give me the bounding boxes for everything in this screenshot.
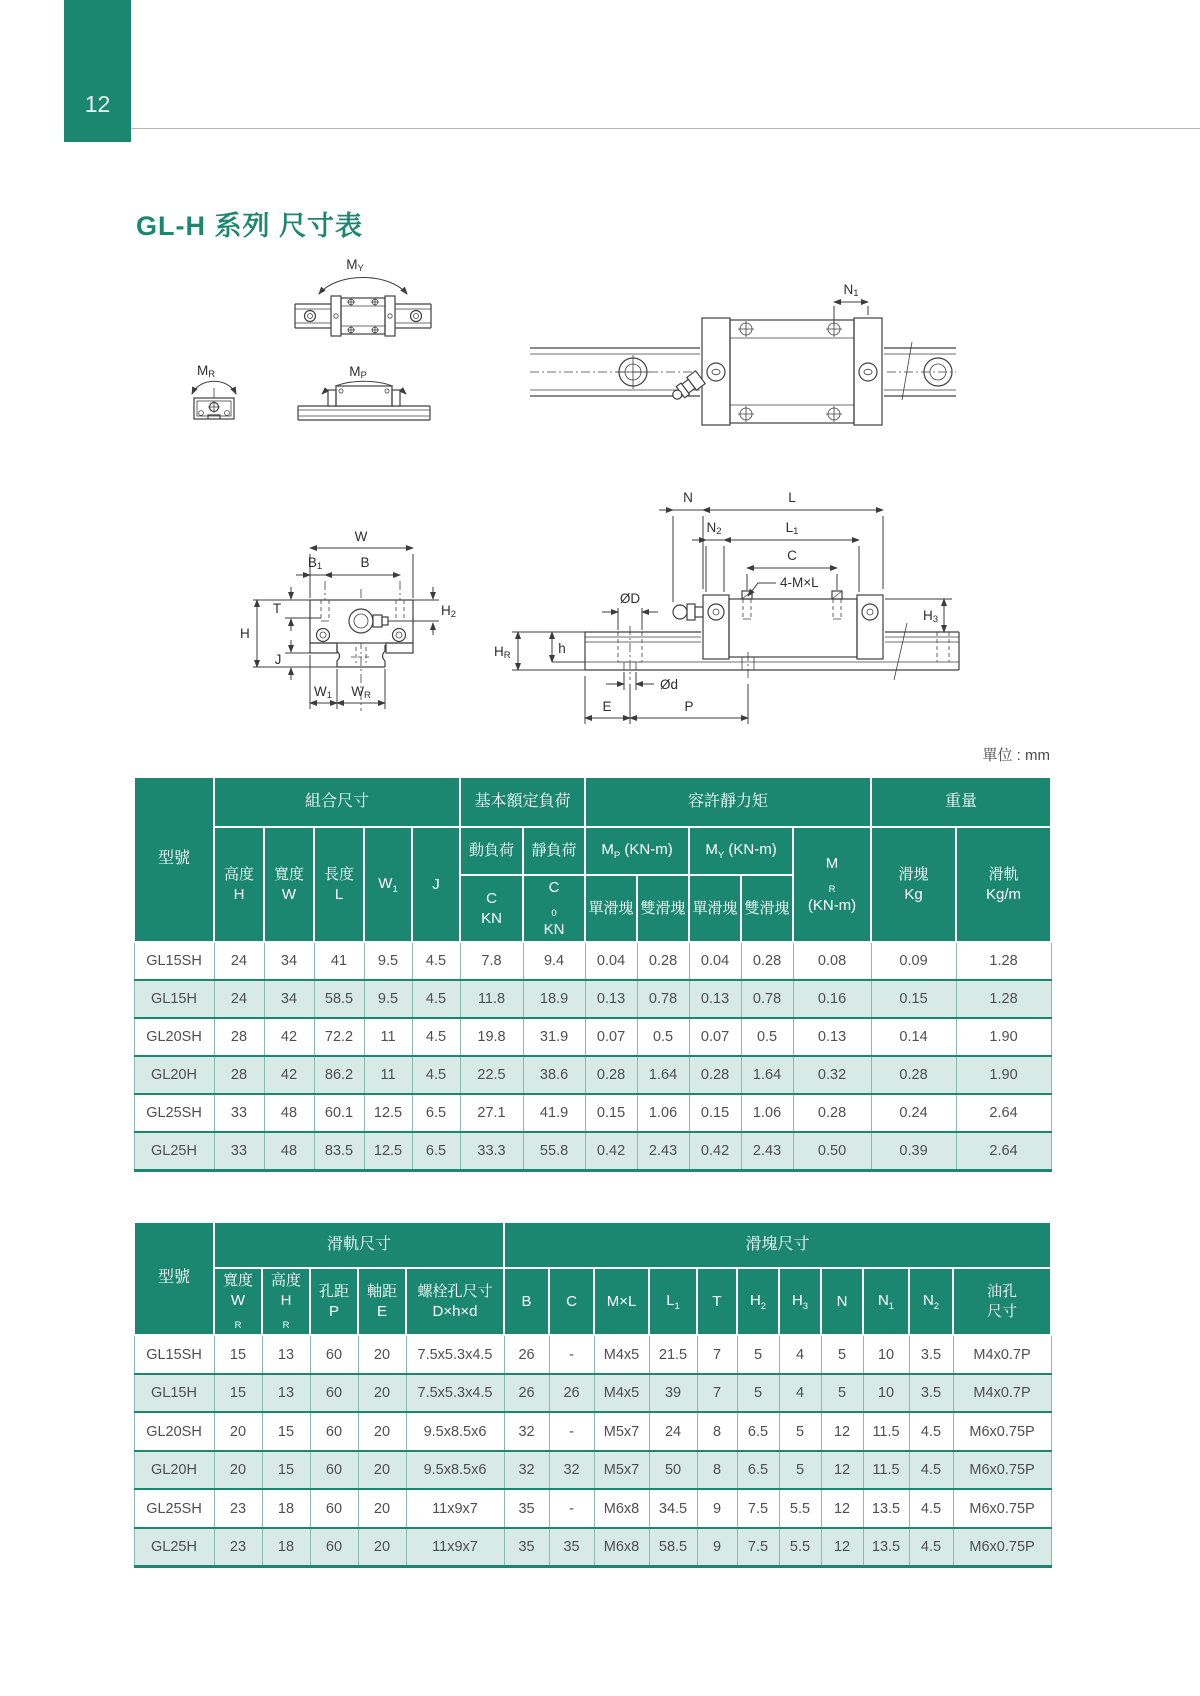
value-cell: 5 bbox=[821, 1335, 863, 1374]
value-cell: 9.4 bbox=[523, 942, 585, 980]
value-cell: 20 bbox=[358, 1412, 406, 1451]
group-header-assembly: 組合尺寸 bbox=[214, 777, 460, 827]
value-cell: M6x0.75P bbox=[953, 1489, 1051, 1528]
value-cell: 4.5 bbox=[412, 1018, 460, 1056]
model-cell: GL15SH bbox=[134, 942, 214, 980]
value-cell: 20 bbox=[214, 1412, 262, 1451]
value-cell: 58.5 bbox=[314, 980, 364, 1018]
value-cell: 0.50 bbox=[793, 1132, 871, 1171]
value-cell: 33.3 bbox=[460, 1132, 523, 1171]
model-cell: GL20H bbox=[134, 1056, 214, 1094]
table-row bbox=[134, 1451, 1051, 1490]
value-cell: 1.64 bbox=[741, 1056, 793, 1094]
value-cell: 0.07 bbox=[689, 1018, 741, 1056]
col-header-end-distance: 軸距 E bbox=[358, 1268, 406, 1335]
group-header-block-dims: 滑塊尺寸 bbox=[504, 1222, 1051, 1268]
value-cell: 5 bbox=[779, 1451, 821, 1490]
value-cell: 12.5 bbox=[364, 1094, 412, 1132]
value-cell: 58.5 bbox=[649, 1528, 697, 1567]
value-cell: 13.5 bbox=[863, 1528, 909, 1567]
rail-block-dimension-table bbox=[133, 1221, 1052, 1568]
model-cell: GL25H bbox=[134, 1132, 214, 1171]
value-cell: 0.13 bbox=[793, 1018, 871, 1056]
value-cell: 0.13 bbox=[585, 980, 637, 1018]
value-cell: - bbox=[549, 1335, 594, 1374]
value-cell: M6x8 bbox=[594, 1528, 649, 1567]
value-cell: 72.2 bbox=[314, 1018, 364, 1056]
group-header-weight: 重量 bbox=[871, 777, 1051, 827]
value-cell: 23 bbox=[214, 1528, 262, 1567]
value-cell: 12.5 bbox=[364, 1132, 412, 1171]
value-cell: 0.78 bbox=[741, 980, 793, 1018]
value-cell: 3.5 bbox=[909, 1335, 953, 1374]
value-cell: 34.5 bbox=[649, 1489, 697, 1528]
value-cell: 32 bbox=[504, 1412, 549, 1451]
value-cell: 9.5x8.5x6 bbox=[406, 1451, 504, 1490]
value-cell: 2.64 bbox=[956, 1094, 1051, 1132]
col-header-n1: $N_1$ bbox=[863, 1268, 909, 1335]
value-cell: 42 bbox=[264, 1018, 314, 1056]
col-header-single-block: 單滑塊 bbox=[585, 875, 637, 942]
col-header-bolt-hole: 螺栓孔尺寸 D×h×d bbox=[406, 1268, 504, 1335]
value-cell: M4x5 bbox=[594, 1374, 649, 1413]
grease-nipple bbox=[673, 604, 703, 620]
value-cell: 12 bbox=[821, 1451, 863, 1490]
value-cell: 48 bbox=[264, 1132, 314, 1171]
page-title: GL-H 系列 尺寸表 bbox=[136, 211, 363, 241]
value-cell: 31.9 bbox=[523, 1018, 585, 1056]
col-header-c: C KN bbox=[460, 875, 523, 942]
col-header-static-load: 靜負荷 bbox=[523, 827, 585, 875]
value-cell: 0.14 bbox=[871, 1018, 956, 1056]
value-cell: 39 bbox=[649, 1374, 697, 1413]
value-cell: 0.39 bbox=[871, 1132, 956, 1171]
value-cell: 5.5 bbox=[779, 1528, 821, 1567]
value-cell: 4.5 bbox=[909, 1412, 953, 1451]
value-cell: 13 bbox=[262, 1374, 310, 1413]
value-cell: 7.8 bbox=[460, 942, 523, 980]
col-header-my: $M_Y$ (KN-m) bbox=[689, 827, 793, 875]
value-cell: 32 bbox=[549, 1451, 594, 1490]
value-cell: 10 bbox=[863, 1335, 909, 1374]
value-cell: 1.90 bbox=[956, 1056, 1051, 1094]
value-cell: 11x9x7 bbox=[406, 1489, 504, 1528]
dim-label-bolt: 4-M×L bbox=[780, 575, 819, 590]
value-cell: 6.5 bbox=[412, 1132, 460, 1171]
value-cell: 13 bbox=[262, 1335, 310, 1374]
value-cell: 0.28 bbox=[585, 1056, 637, 1094]
dim-label-t: T bbox=[272, 601, 282, 616]
value-cell: 0.28 bbox=[637, 942, 689, 980]
value-cell: 2.43 bbox=[741, 1132, 793, 1171]
group-header-load: 基本額定負荷 bbox=[460, 777, 585, 827]
dim-label-w1: W1 bbox=[313, 684, 333, 701]
value-cell: 0.42 bbox=[689, 1132, 741, 1171]
value-cell: 0.24 bbox=[871, 1094, 956, 1132]
model-cell: GL15H bbox=[134, 980, 214, 1018]
dim-label-mp: MP bbox=[349, 364, 367, 381]
dim-label-h-small: h bbox=[558, 641, 566, 656]
col-header-mr: M $_R$ (KN-m) bbox=[793, 827, 871, 942]
value-cell: 12 bbox=[821, 1412, 863, 1451]
value-cell: 5 bbox=[737, 1335, 779, 1374]
value-cell: - bbox=[549, 1489, 594, 1528]
value-cell: 34 bbox=[264, 980, 314, 1018]
value-cell: 60.1 bbox=[314, 1094, 364, 1132]
value-cell: M5x7 bbox=[594, 1412, 649, 1451]
value-cell: 11.5 bbox=[863, 1412, 909, 1451]
value-cell: 12 bbox=[821, 1489, 863, 1528]
dim-label-w: W bbox=[354, 529, 368, 544]
value-cell: 4.5 bbox=[412, 942, 460, 980]
value-cell: 19.8 bbox=[460, 1018, 523, 1056]
value-cell: 0.32 bbox=[793, 1056, 871, 1094]
dim-label-hr: HR bbox=[494, 644, 511, 661]
value-cell: 24 bbox=[214, 942, 264, 980]
model-cell: GL15SH bbox=[134, 1335, 214, 1374]
col-header-n: N bbox=[821, 1268, 863, 1335]
value-cell: 18.9 bbox=[523, 980, 585, 1018]
col-header-mxl: M×L bbox=[594, 1268, 649, 1335]
value-cell: 42 bbox=[264, 1056, 314, 1094]
value-cell: 28 bbox=[214, 1056, 264, 1094]
value-cell: 26 bbox=[504, 1374, 549, 1413]
value-cell: 7.5x5.3x4.5 bbox=[406, 1374, 504, 1413]
value-cell: 0.42 bbox=[585, 1132, 637, 1171]
group-header-moment: 容許靜力矩 bbox=[585, 777, 871, 827]
table-row bbox=[134, 1335, 1051, 1374]
diagram-moment-mp bbox=[294, 364, 434, 422]
value-cell: 1.06 bbox=[741, 1094, 793, 1132]
value-cell: 4 bbox=[779, 1374, 821, 1413]
dim-label-p: P bbox=[684, 699, 694, 714]
value-cell: 10 bbox=[863, 1374, 909, 1413]
value-cell: 0.13 bbox=[689, 980, 741, 1018]
value-cell: 48 bbox=[264, 1094, 314, 1132]
value-cell: 0.28 bbox=[689, 1056, 741, 1094]
value-cell: 24 bbox=[214, 980, 264, 1018]
value-cell: 15 bbox=[262, 1412, 310, 1451]
model-cell: GL15H bbox=[134, 1374, 214, 1413]
value-cell: 33 bbox=[214, 1132, 264, 1171]
table2-body bbox=[134, 1335, 1051, 1567]
model-cell: GL20SH bbox=[134, 1412, 214, 1451]
col-header-single-block: 單滑塊 bbox=[689, 875, 741, 942]
value-cell: 5 bbox=[779, 1412, 821, 1451]
value-cell: 1.28 bbox=[956, 942, 1051, 980]
value-cell: 5 bbox=[821, 1374, 863, 1413]
col-header-mp: $M_P$ (KN-m) bbox=[585, 827, 689, 875]
col-header-l1: $L_1$ bbox=[649, 1268, 697, 1335]
value-cell: 4.5 bbox=[909, 1528, 953, 1567]
table-row bbox=[134, 1374, 1051, 1413]
value-cell: 0.07 bbox=[585, 1018, 637, 1056]
dim-label-od-small: Ød bbox=[660, 677, 679, 692]
value-cell: M4x0.7P bbox=[953, 1335, 1051, 1374]
value-cell: 34 bbox=[264, 942, 314, 980]
value-cell: 41 bbox=[314, 942, 364, 980]
value-cell: 7.5 bbox=[737, 1489, 779, 1528]
table2-wrap bbox=[133, 1221, 1052, 1568]
value-cell: 28 bbox=[214, 1018, 264, 1056]
value-cell: 15 bbox=[262, 1451, 310, 1490]
value-cell: 11 bbox=[364, 1056, 412, 1094]
value-cell: 0.28 bbox=[871, 1056, 956, 1094]
value-cell: 35 bbox=[504, 1528, 549, 1567]
value-cell: 15 bbox=[214, 1335, 262, 1374]
value-cell: 2.43 bbox=[637, 1132, 689, 1171]
col-header-length: 長度 L bbox=[314, 827, 364, 942]
value-cell: 0.28 bbox=[741, 942, 793, 980]
value-cell: 5.5 bbox=[779, 1489, 821, 1528]
value-cell: 4 bbox=[779, 1335, 821, 1374]
dim-label-h2: H2 bbox=[441, 603, 457, 620]
value-cell: 3.5 bbox=[909, 1374, 953, 1413]
value-cell: 35 bbox=[504, 1489, 549, 1528]
header-rule bbox=[131, 128, 1200, 129]
col-header-double-block: 雙滑塊 bbox=[741, 875, 793, 942]
value-cell: 20 bbox=[358, 1374, 406, 1413]
value-cell: 26 bbox=[549, 1374, 594, 1413]
value-cell: 60 bbox=[310, 1489, 358, 1528]
value-cell: 6.5 bbox=[737, 1451, 779, 1490]
diagram-moment-my bbox=[293, 256, 433, 356]
col-header-c: C bbox=[549, 1268, 594, 1335]
value-cell: 20 bbox=[214, 1451, 262, 1490]
dim-label-wr: WR bbox=[351, 684, 371, 701]
value-cell: 60 bbox=[310, 1335, 358, 1374]
value-cell: 7 bbox=[697, 1374, 737, 1413]
model-cell: GL25SH bbox=[134, 1094, 214, 1132]
value-cell: M4x0.7P bbox=[953, 1374, 1051, 1413]
dimension-load-table bbox=[133, 776, 1052, 1172]
value-cell: 4.5 bbox=[909, 1451, 953, 1490]
col-header-rail-weight: 滑軌 Kg/m bbox=[956, 827, 1051, 942]
dim-label-c: C bbox=[787, 548, 797, 563]
value-cell: 0.15 bbox=[689, 1094, 741, 1132]
value-cell: 15 bbox=[214, 1374, 262, 1413]
value-cell: 11 bbox=[364, 1018, 412, 1056]
value-cell: 0.04 bbox=[689, 942, 741, 980]
value-cell: 20 bbox=[358, 1335, 406, 1374]
table-row bbox=[134, 1132, 1051, 1171]
value-cell: 11x9x7 bbox=[406, 1528, 504, 1567]
model-cell: GL25SH bbox=[134, 1489, 214, 1528]
value-cell: 9 bbox=[697, 1528, 737, 1567]
value-cell: 7.5x5.3x4.5 bbox=[406, 1335, 504, 1374]
value-cell: 12 bbox=[821, 1528, 863, 1567]
value-cell: 18 bbox=[262, 1489, 310, 1528]
value-cell: 33 bbox=[214, 1094, 264, 1132]
diagram-top-view bbox=[528, 248, 958, 438]
value-cell: 7 bbox=[697, 1335, 737, 1374]
col-header-hole-pitch: 孔距 P bbox=[310, 1268, 358, 1335]
value-cell: - bbox=[549, 1412, 594, 1451]
value-cell: 41.9 bbox=[523, 1094, 585, 1132]
col-header-dynamic-load: 動負荷 bbox=[460, 827, 523, 875]
col-header-h2: $H_2$ bbox=[737, 1268, 779, 1335]
value-cell: 0.5 bbox=[637, 1018, 689, 1056]
table1-body bbox=[134, 942, 1051, 1171]
value-cell: 0.04 bbox=[585, 942, 637, 980]
value-cell: 7.5 bbox=[737, 1528, 779, 1567]
col-header-rail-width: 寬度 W $_R$ bbox=[214, 1268, 262, 1335]
value-cell: 22.5 bbox=[460, 1056, 523, 1094]
value-cell: 11.8 bbox=[460, 980, 523, 1018]
dim-label-my: MY bbox=[346, 257, 364, 274]
value-cell: 0.09 bbox=[871, 942, 956, 980]
diagram-front-section bbox=[233, 463, 488, 713]
value-cell: 8 bbox=[697, 1412, 737, 1451]
value-cell: 9.5 bbox=[364, 980, 412, 1018]
value-cell: 21.5 bbox=[649, 1335, 697, 1374]
table-row bbox=[134, 1018, 1051, 1056]
value-cell: 4.5 bbox=[412, 1056, 460, 1094]
table-row bbox=[134, 1528, 1051, 1567]
value-cell: 6.5 bbox=[412, 1094, 460, 1132]
value-cell: 4.5 bbox=[412, 980, 460, 1018]
diagram-moment-mr bbox=[182, 362, 246, 426]
value-cell: 0.08 bbox=[793, 942, 871, 980]
value-cell: 38.6 bbox=[523, 1056, 585, 1094]
col-header-b: B bbox=[504, 1268, 549, 1335]
dim-label-b1: B1 bbox=[307, 555, 323, 572]
value-cell: 0.78 bbox=[637, 980, 689, 1018]
value-cell: 20 bbox=[358, 1489, 406, 1528]
value-cell: 0.16 bbox=[793, 980, 871, 1018]
value-cell: 26 bbox=[504, 1335, 549, 1374]
model-cell: GL25H bbox=[134, 1528, 214, 1567]
col-header-t: T bbox=[697, 1268, 737, 1335]
value-cell: 0.15 bbox=[585, 1094, 637, 1132]
value-cell: 18 bbox=[262, 1528, 310, 1567]
value-cell: 20 bbox=[358, 1528, 406, 1567]
value-cell: 86.2 bbox=[314, 1056, 364, 1094]
table-row bbox=[134, 1056, 1051, 1094]
dim-label-n1: N1 bbox=[843, 282, 859, 299]
value-cell: 60 bbox=[310, 1451, 358, 1490]
value-cell: 20 bbox=[358, 1451, 406, 1490]
col-header-height: 高度 H bbox=[214, 827, 264, 942]
value-cell: 60 bbox=[310, 1374, 358, 1413]
value-cell: M5x7 bbox=[594, 1451, 649, 1490]
col-header-rail-height: 高度 H $_R$ bbox=[262, 1268, 310, 1335]
col-header-h3: $H_3$ bbox=[779, 1268, 821, 1335]
moment-arc bbox=[319, 278, 407, 295]
value-cell: 50 bbox=[649, 1451, 697, 1490]
table-row bbox=[134, 980, 1051, 1018]
value-cell: 1.90 bbox=[956, 1018, 1051, 1056]
value-cell: 0.15 bbox=[871, 980, 956, 1018]
value-cell: 0.5 bbox=[741, 1018, 793, 1056]
col-header-model: 型號 bbox=[134, 777, 214, 942]
unit-note: 單位 : mm bbox=[982, 747, 1050, 764]
value-cell: 2.64 bbox=[956, 1132, 1051, 1171]
col-header-n2: $N_2$ bbox=[909, 1268, 953, 1335]
value-cell: 1.64 bbox=[637, 1056, 689, 1094]
value-cell: 1.28 bbox=[956, 980, 1051, 1018]
table1-wrap bbox=[133, 776, 1052, 1172]
grease-nipple bbox=[669, 371, 705, 404]
page-number: 12 bbox=[84, 91, 111, 117]
value-cell: 13.5 bbox=[863, 1489, 909, 1528]
value-cell: 32 bbox=[504, 1451, 549, 1490]
value-cell: 5 bbox=[737, 1374, 779, 1413]
value-cell: 60 bbox=[310, 1528, 358, 1567]
value-cell: 55.8 bbox=[523, 1132, 585, 1171]
col-header-model: 型號 bbox=[134, 1222, 214, 1335]
dim-label-n: N bbox=[683, 490, 693, 505]
col-header-double-block: 雙滑塊 bbox=[637, 875, 689, 942]
group-header-rail-dims: 滑軌尺寸 bbox=[214, 1222, 504, 1268]
value-cell: M6x0.75P bbox=[953, 1528, 1051, 1567]
value-cell: 60 bbox=[310, 1412, 358, 1451]
value-cell: 23 bbox=[214, 1489, 262, 1528]
dim-label-h: H bbox=[240, 626, 250, 641]
col-header-c0: C $_0$ KN bbox=[523, 875, 585, 942]
value-cell: M6x0.75P bbox=[953, 1412, 1051, 1451]
value-cell: 24 bbox=[649, 1412, 697, 1451]
col-header-oil-hole: 油孔 尺寸 bbox=[953, 1268, 1051, 1335]
dim-label-l1: L1 bbox=[785, 520, 799, 537]
page-number-tab bbox=[64, 0, 131, 142]
value-cell: 4.5 bbox=[909, 1489, 953, 1528]
value-cell: M6x0.75P bbox=[953, 1451, 1051, 1490]
value-cell: 1.06 bbox=[637, 1094, 689, 1132]
value-cell: 9.5x8.5x6 bbox=[406, 1412, 504, 1451]
table-row bbox=[134, 942, 1051, 980]
value-cell: 27.1 bbox=[460, 1094, 523, 1132]
table-row bbox=[134, 1412, 1051, 1451]
value-cell: 0.28 bbox=[793, 1094, 871, 1132]
model-cell: GL20SH bbox=[134, 1018, 214, 1056]
value-cell: 8 bbox=[697, 1451, 737, 1490]
value-cell: M4x5 bbox=[594, 1335, 649, 1374]
col-header-width: 寬度 W bbox=[264, 827, 314, 942]
col-header-block-weight: 滑塊 Kg bbox=[871, 827, 956, 942]
value-cell: 11.5 bbox=[863, 1451, 909, 1490]
dim-label-l: L bbox=[788, 490, 796, 505]
value-cell: 9 bbox=[697, 1489, 737, 1528]
value-cell: 9.5 bbox=[364, 942, 412, 980]
diagram-side-view bbox=[492, 440, 967, 732]
model-cell: GL20H bbox=[134, 1451, 214, 1490]
table-row bbox=[134, 1489, 1051, 1528]
value-cell: 6.5 bbox=[737, 1412, 779, 1451]
dim-label-b: B bbox=[360, 555, 370, 570]
dim-label-n2: N2 bbox=[706, 520, 722, 537]
dim-label-e: E bbox=[602, 699, 612, 714]
dim-label-od: ØD bbox=[619, 591, 641, 606]
value-cell: 35 bbox=[549, 1528, 594, 1567]
dim-label-j: J bbox=[274, 652, 282, 667]
dim-label-h3: H3 bbox=[922, 608, 938, 625]
col-header-j: J bbox=[412, 827, 460, 942]
value-cell: 83.5 bbox=[314, 1132, 364, 1171]
table-row bbox=[134, 1094, 1051, 1132]
dim-label-mr: MR bbox=[196, 363, 216, 380]
col-header-w1: $W_1$ bbox=[364, 827, 412, 942]
value-cell: M6x8 bbox=[594, 1489, 649, 1528]
